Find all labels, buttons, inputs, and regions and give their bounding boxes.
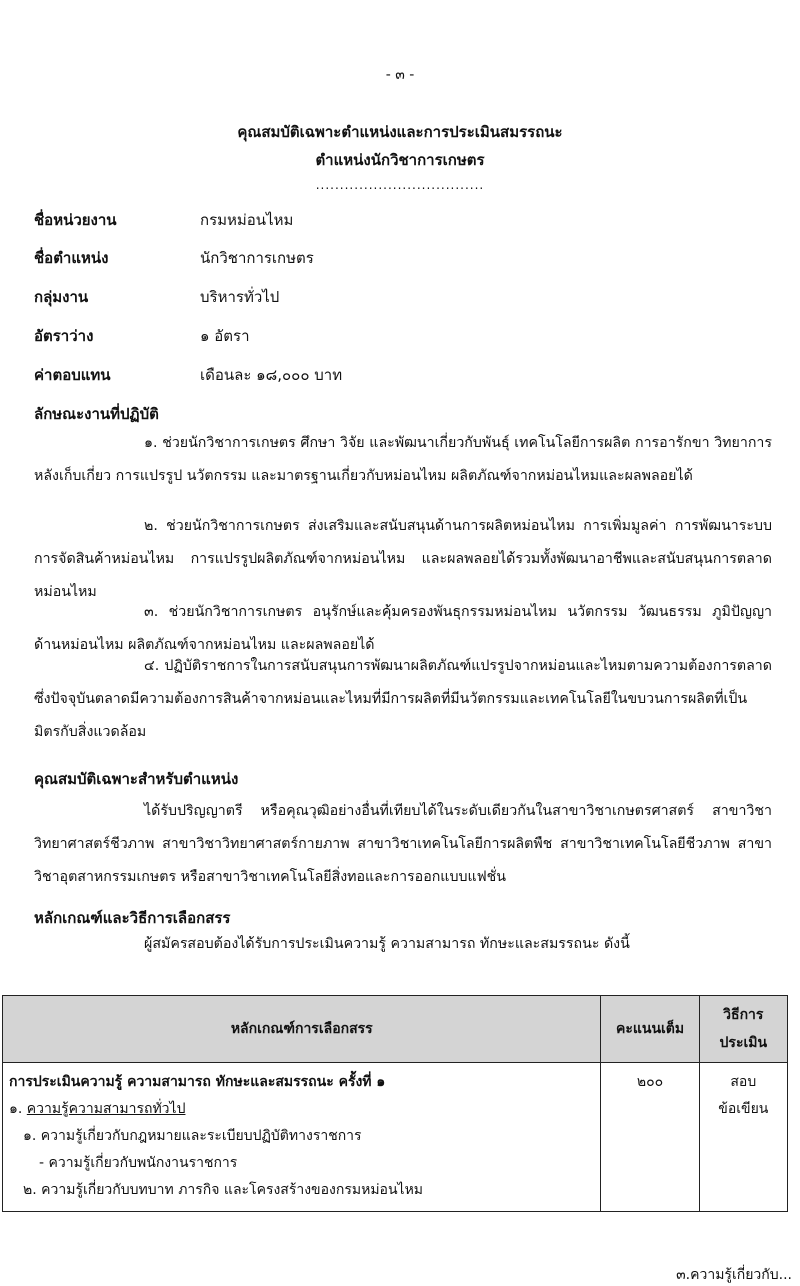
title-separator: ...................................	[315, 178, 485, 192]
duty-item: ๒. ช่วยนักวิชาการเกษตร ส่งเสริมและสนับสนุนด้านการผลิตหม่อนไหม การเพิ่มมูลค่า การพัฒนาระบบการจัดสินค้าหม่อนไหม การแปรรูปผลิตภัณฑ์จากหม่อนไหม และผลพลอยได้รวมทั้งพัฒนาอาชีพและสนับสนุนการตลาดหม่อนไหม	[34, 518, 772, 600]
selection-heading: หลักเกณฑ์และวิธีการเลือกสรร	[34, 909, 231, 927]
criteria-cell	[3, 1063, 601, 1212]
criteria-subheading-number: ๑.	[9, 1101, 23, 1117]
criteria-table	[2, 995, 788, 1212]
method-line2: ข้อเขียน	[718, 1101, 769, 1117]
criteria-subheading-text: ความรู้ความสามารถทั่วไป	[26, 1101, 186, 1117]
info-label: ค่าตอบแทน	[34, 366, 111, 384]
header-criteria: หลักเกณฑ์การเลือกสรร	[3, 996, 601, 1063]
header-method-line1: วิธีการ	[723, 1007, 764, 1023]
criteria-subheading	[9, 1096, 594, 1123]
position-title: ตำแหน่งนักวิชาการเกษตร	[315, 151, 485, 169]
qualifications-heading: คุณสมบัติเฉพาะสำหรับตำแหน่ง	[34, 770, 239, 788]
method-cell	[699, 1063, 787, 1212]
criteria-item: ๑. ความรู้เกี่ยวกับกฎหมายและระเบียบปฏิบัติทางราชการ	[23, 1128, 362, 1144]
page-number: - ๓ -	[385, 67, 415, 83]
duties-heading: ลักษณะงานที่ปฏิบัติ	[34, 405, 159, 423]
document-title: คุณสมบัติเฉพาะตำแหน่งและการประเมินสมรรถนะ	[237, 123, 563, 141]
table-header-row	[3, 996, 788, 1063]
continuation-text: ๓.ความรู้เกี่ยวกับ...	[676, 1267, 792, 1283]
header-score: คะแนนเต็ม	[601, 996, 699, 1063]
header-method	[699, 996, 787, 1063]
duty-item: ๔. ปฏิบัติราชการในการสนับสนุนการพัฒนาผลิตภัณฑ์แปรรูปจากหม่อนและไหมตามความต้องการตลาด ซึ่งปัจจุบันตลาดมีความต้องการสินค้าจากหม่อนและไหมที่มีการผลิตที่มีนวัตกรรมและเทคโนโลยีในขบวนการผลิตที่เป็นมิตรกับสิ่งแวดล้อม	[34, 658, 772, 740]
method-line1: สอบ	[730, 1074, 757, 1090]
criteria-subitem: - ความรู้เกี่ยวกับพนักงานราชการ	[39, 1155, 238, 1171]
info-value: ๑ อัตรา	[200, 327, 250, 345]
info-value: กรมหม่อนไหม	[200, 211, 294, 229]
duty-item: ๑. ช่วยนักวิชาการเกษตร ศึกษา วิจัย และพัฒนาเกี่ยวกับพันธุ์ เทคโนโลยีการผลิต การอารักขา วิทยาการหลังเก็บเกี่ยว การแปรรูป นวัตกรรม และมาตรฐานเกี่ยวกับหม่อนไหม ผลิตภัณฑ์จากหม่อนไหมและผลพลอยได้	[34, 435, 772, 484]
criteria-item: ๒. ความรู้เกี่ยวกับบทบาท ภารกิจ และโครงสร้างของกรมหม่อนไหม	[23, 1182, 424, 1198]
score-cell: ๒๐๐	[601, 1063, 699, 1212]
info-label: อัตราว่าง	[34, 327, 94, 345]
info-value: เดือนละ ๑๘,๐๐๐ บาท	[200, 366, 343, 384]
qualifications-text: ได้รับปริญญาตรี หรือคุณวุฒิอย่างอื่นที่เทียบได้ในระดับเดียวกันในสาขาวิชาเกษตรศาสตร์ สาขาวิชาวิทยาศาสตร์ชีวภาพ สาขาวิชาวิทยาศาสตร์กายภาพ สาขาวิชาเทคโนโลยีการผลิตพืช สาขาวิชาเทคโนโลยีชีวภาพ สาขาวิชาอุตสาหกรรมเกษตร หรือสาขาวิชาเทคโนโลยีสิ่งทอและการออกแบบแฟชั่น	[34, 803, 772, 885]
criteria-title: การประเมินความรู้ ความสามารถ ทักษะและสมรรถนะ ครั้งที่ ๑	[9, 1074, 386, 1090]
duty-item: ๓. ช่วยนักวิชาการเกษตร อนุรักษ์และคุ้มครองพันธุกรรมหม่อนไหม นวัตกรรม วัฒนธรรม ภูมิปัญญา ด้านหม่อนไหม ผลิตภัณฑ์จากหม่อนไหม และผลพลอยได้	[34, 604, 772, 653]
info-value: นักวิชาการเกษตร	[200, 249, 314, 267]
selection-text: ผู้สมัครสอบต้องได้รับการประเมินความรู้ ความสามารถ ทักษะและสมรรถนะ ดังนี้	[144, 936, 630, 952]
header-method-line2: ประเมิน	[719, 1035, 768, 1051]
info-label: ชื่อหน่วยงาน	[34, 211, 117, 229]
info-label: กลุ่มงาน	[34, 288, 89, 306]
info-value: บริหารทั่วไป	[200, 288, 280, 306]
table-row	[3, 1063, 788, 1212]
info-label: ชื่อตำแหน่ง	[34, 249, 109, 267]
